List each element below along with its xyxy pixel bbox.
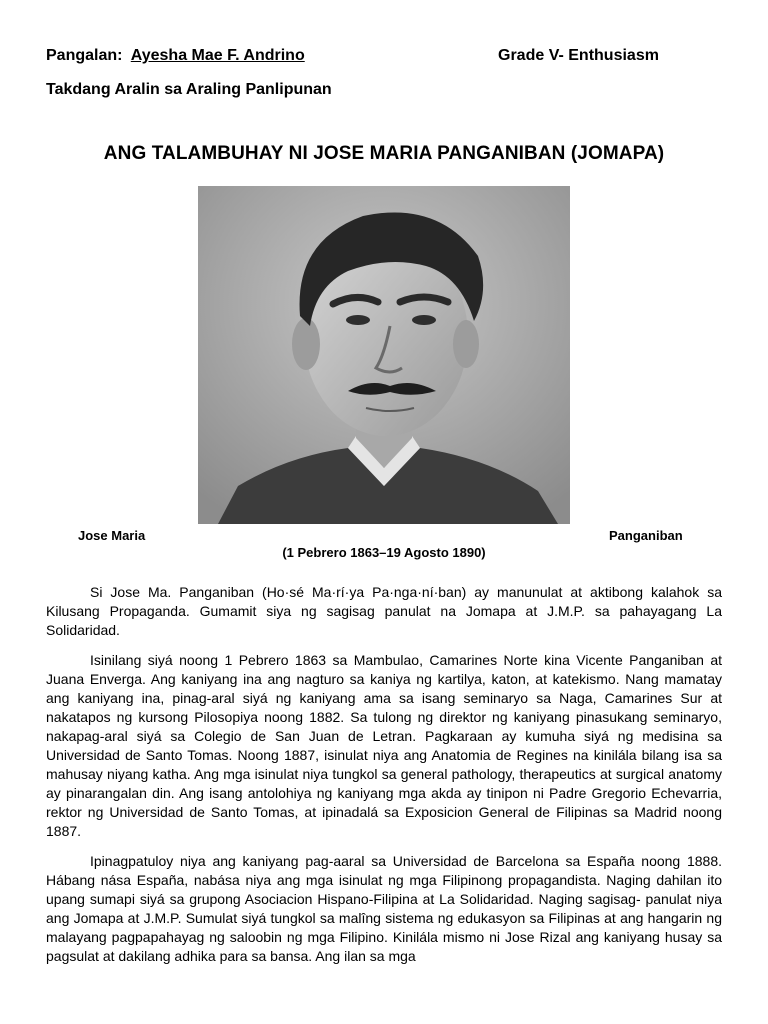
name-line (46, 47, 305, 65)
caption-dates: (1 Pebrero 1863–19 Agosto 1890) (282, 545, 486, 560)
subject-line: Takdang Aralin sa Araling Panlipunan (46, 81, 332, 98)
caption-first-name: Jose Maria (78, 528, 146, 543)
document-title: ANG TALAMBUHAY NI JOSE MARIA PANGANIBAN (JOMAPA) (103, 143, 665, 164)
paragraph-early-life: Isinilang siyá noong 1 Pebrero 1863 sa Mambulao, Camarines Norte kina Vicente Panganiban at Juana Enverga. Ang kaniyang ina ang nagturo sa kaniya ng kartilya, katon, at katekismo. Nang mamatay ang kaniyang ina, pinag-aral siyá ng kaniyang ama sa isang seminaryo sa Naga, Camarines Sur at nakatapos ng kursong Pilosopiya noong 1882. Sa tulong ng direktor ng kaniyang pinasukang seminaryo, nakapag-aral siyá sa Colegio de San Juan de Letran. Pagkaraan ay kumuha siyá ng medisina sa Universidad de Santo Tomas. Noong 1887, isinulat niya ang Anatomia de Regines na kinilála bilang isa sa mahusay niyang katha. Ang mga isinulat niya tungkol sa general pathology, therapeutics at surgical anatomy ay pinarangalan din. Ang isang antolohiya ng kaniyang mga akda ay tinipon ni Padre Gregorio Echevarria, rektor ng Universidad de Santo Tomas, at ipinadalá sa Exposicion General de Filipinas sa Madrid noong 1887. (46, 652, 722, 839)
paragraph-spain: Ipinagpatuloy niya ang kaniyang pag-aaral sa Universidad de Barcelona sa España noong 1888. Hábang nása España, nabása niya ang mga isinulat ng mga Filipinong propagandista. Naging dahilan ito upang sumapi siyá sa grupong Asociacion Hispano-Filipina at La Solidaridad. Naging sagisag- panulat niya ang Jomapa at J.M.P. Sumulat siyá tungkol sa malîng sistema ng edukasyon sa Filipinas at ang hangarin ng malayang pagpapahayag ng saloobin ng mga Filipino. Kinilála mismo ni Jose Rizal ang kaniyang husay sa pagsulat at dakilang adhika para sa bansa. Ang ilan sa mga (46, 853, 722, 964)
grade-section: Grade V- Enthusiasm (498, 47, 659, 64)
caption-last-name: Panganiban (609, 528, 683, 543)
student-name: Ayesha Mae F. Andrino (130, 47, 305, 64)
portrait-sketch-icon (198, 186, 570, 524)
portrait-image (198, 186, 570, 524)
paragraph-intro: Si Jose Ma. Panganiban (Ho·sé Ma·rí·ya Pa·nga·ní·ban) ay manunulat at aktibong kalahok sa Kilusang Propaganda. Gumamit siya ng sagisag panulat na Jomapa at J.M.P. sa pahayagang La Solidaridad. (46, 584, 722, 638)
name-label: Pangalan: (46, 47, 123, 64)
